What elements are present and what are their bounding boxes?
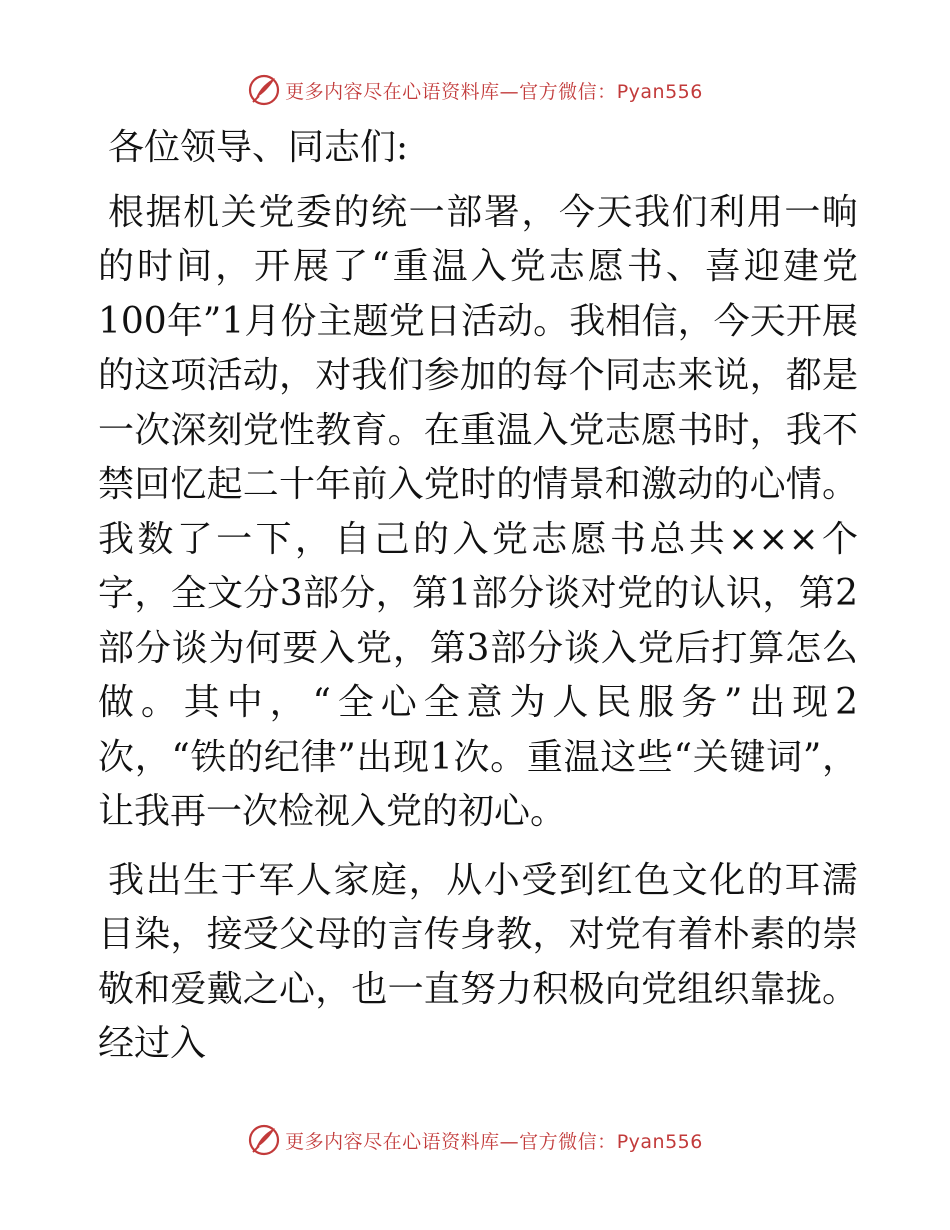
header-watermark <box>0 70 950 110</box>
greeting: 各位领导、同志们: <box>108 127 409 168</box>
quill-logo-icon <box>247 73 281 107</box>
paragraph-2: 我出生于军人家庭，从小受到红色文化的耳濡目染，接受父母的言传身教，对党有着朴素的崇敬和爱戴之心，也一直努力积极向党组织靠拢。经过入 <box>98 859 858 1064</box>
watermark-text: 更多内容尽在心语资料库—官方微信：Pyan556 <box>285 80 703 103</box>
quill-logo-icon <box>247 1123 281 1157</box>
paragraph-1: 根据机关党委的统一部署，今天我们利用一晌的时间，开展了“重温入党志愿书、喜迎建党100年”1月份主题党日活动。我相信，今天开展的这项活动，对我们参加的每个同志来说，都是一次深刻党性教育。在重温入党志愿书时，我不禁回忆起二十年前入党时的情景和激动的心情。我数了一下，自己的入党志愿书总共×××个字，全文分3部分，第1部分谈对党的认识，第2部分谈为何要入党，第3部分谈入党后打算怎么做。其中，“全心全意为人民服务”出现2次，“铁的纪律”出现1次。重温这些“关键词”，让我再一次检视入党的初心。 <box>98 191 858 832</box>
footer-watermark <box>0 1120 950 1160</box>
document-body <box>98 121 858 1072</box>
watermark-text: 更多内容尽在心语资料库—官方微信：Pyan556 <box>285 1130 703 1153</box>
